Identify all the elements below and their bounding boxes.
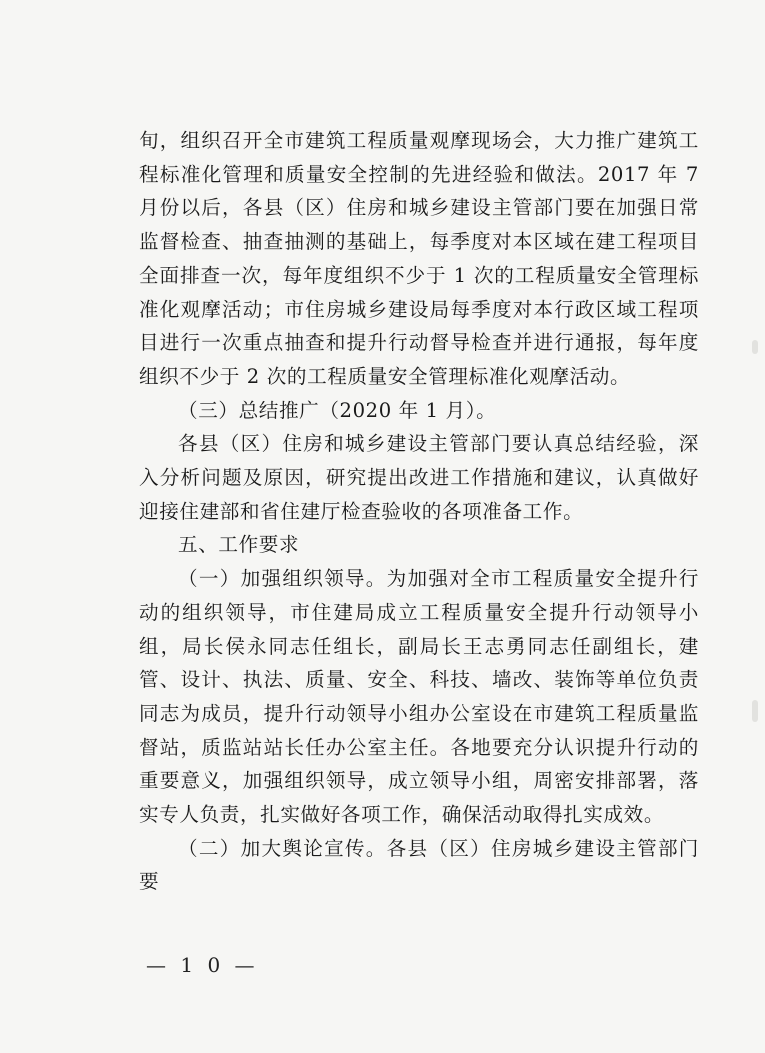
paragraph-summary: 各县（区）住房和城乡建设主管部门要认真总结经验，深入分析问题及原因，研究提出改进工作措施和建议，认真做好迎接住建部和省住建厅检查验收的各项准备工作。 [139, 432, 699, 523]
paragraph-organization: （一）加强组织领导。为加强对全市工程质量安全提升行动的组织领导，市住建局成立工程质量安全提升行动领导小组，局长侯永同志任组长，副局长王志勇同志任副组长，建管、设计、执法、质量、安全、科技、墙改、装饰等单位负责同志为成员，提升行动领导小组办公室设在市建筑工程质量监督站，质监站站长任办公室主任。各地要充分认识提升行动的重要意义，加强组织领导，成立领导小组，周密安排部署，落实专人负责，扎实做好各项工作，确保活动取得扎实成效。 [139, 567, 699, 827]
paragraph-publicity: （二）加大舆论宣传。各县（区）住房城乡建设主管部门要 [139, 836, 699, 894]
page-number: — 1 0 — [146, 953, 259, 977]
body-text [139, 124, 699, 899]
section-heading-requirements: 五、工作要求 [178, 533, 300, 557]
paragraph-continuation: 旬，组织召开全市建筑工程质量观摩现场会，大力推广建筑工程标准化管理和质量安全控制的先进经验和做法。2017 年 7 月份以后，各县（区）住房和城乡建设主管部门要在加强日常监督检查、抽查抽测的基础上，每季度对本区域在建工程项目全面排查一次，每年度组织不少于 1 次的工程质量安全管理标准化观摩活动；市住房城乡建设局每季度对本行政区域工程项目进行一次重点抽查和提升行动督导检查并进行通报，每年度组织不少于 2 次的工程质量安全管理标准化观摩活动。 [139, 129, 699, 388]
scan-edge-mark [752, 700, 758, 722]
section-heading-summary: （三）总结推广（2020 年 1 月）。 [178, 398, 497, 422]
scan-edge-mark [752, 340, 758, 354]
